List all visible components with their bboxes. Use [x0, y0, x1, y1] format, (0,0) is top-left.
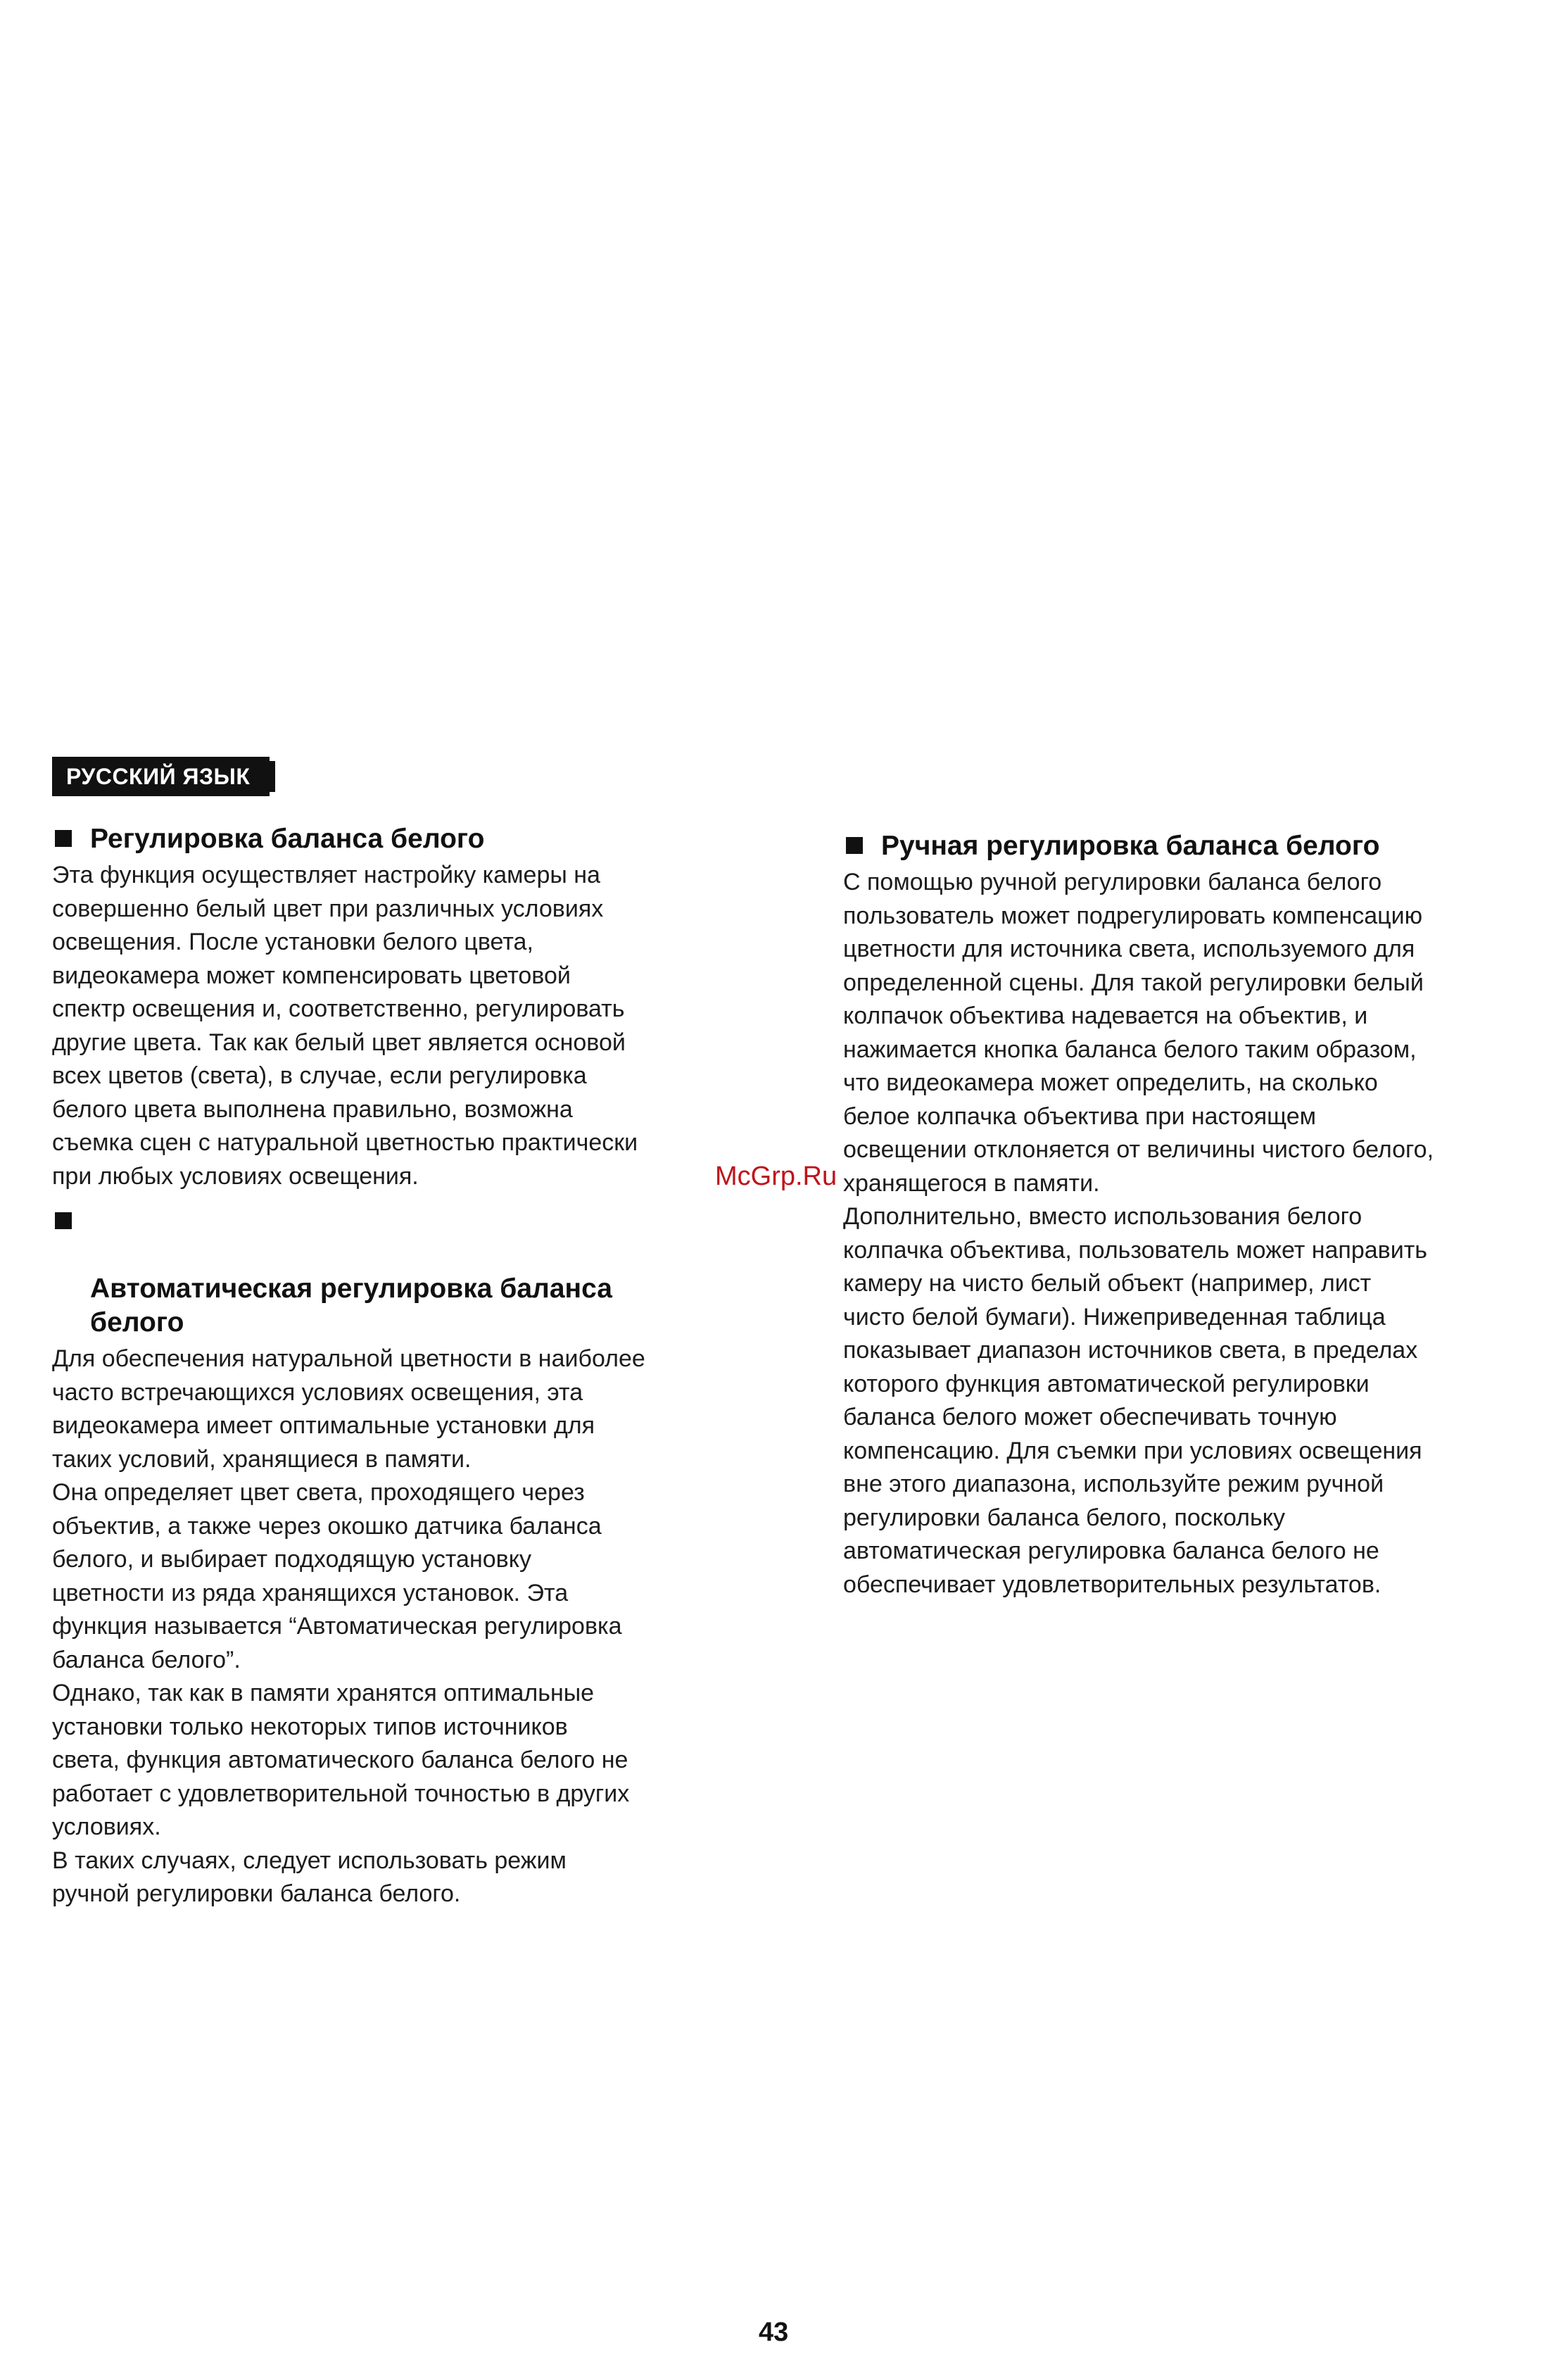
section-heading-auto-white-balance	[51, 1205, 740, 1340]
right-column	[842, 829, 1545, 1602]
heading-text: Автоматическая регулировка баланса белого	[90, 1273, 612, 1338]
square-bullet-icon	[846, 837, 863, 854]
watermark: McGrp.Ru	[715, 1162, 837, 1191]
left-column	[51, 822, 740, 1911]
square-bullet-icon	[55, 1212, 72, 1229]
square-bullet-icon	[55, 830, 72, 847]
section-body-auto-white-balance: Для обеспечения натуральной цветности в наиболее часто встречающихся условиях освещения, эта видеокамера имеет оптимальные установки для таких условий, хранящиеся в памяти. Она определяет цвет света, проходящего через объектив, а также через окошко датчика баланса белого, и выбирает подходящую установку цветности из ряда хранящихся установок. Эта функция называется “Автоматическая регулировка баланса белого”. Однако, так как в памяти хранятся оптимальные установки только некоторых типов источников света, функция автоматического баланса белого не работает с удовлетворительной точностью в других условиях. В таких случаях, следует использовать режим ручной регулировки баланса белого.	[52, 1345, 645, 1907]
page-number: 43	[759, 2317, 789, 2347]
section-body-white-balance: Эта функция осуществляет настройку камеры на совершенно белый цвет при различных условиях освещения. После установки белого цвета, видеокамера может компенсировать цветовой спектр освещения и, соответственно, регулировать другие цвета. Так как белый цвет является основой всех цветов (света), в случае, если регулировка белого цвета выполнена правильно, возможна съемка сцен с натуральной цветностью практически при любых условиях освещения.	[52, 862, 638, 1190]
language-tab: РУССКИЙ ЯЗЫК	[52, 757, 270, 796]
section-heading-white-balance	[51, 822, 740, 856]
heading-text: Регулировка баланса белого	[90, 824, 485, 854]
section-body-manual-white-balance: С помощью ручной регулировки баланса белого пользователь может подрегулировать компенсацию цветности для источника света, используемого для определенной сцены. Для такой регулировки белый колпачок объектива надевается на объектив, и нажимается кнопка баланса белого таким образом, что видеокамера может определить, на сколько белое колпачка объектива при настоящем освещении отклоняется от величины чистого белого, хранящегося в памяти. Дополнительно, вместо использования белого колпачка объектива, пользователь может направить камеру на чисто белый объект (например, лист чисто белой бумаги). Нижеприведенная таблица показывает диапазон источников света, в пределах которого функция автоматической регулировки баланса белого может обеспечивать точную компенсацию. Для съемки при условиях освещения вне этого диапазона, используйте режим ручной регулировки баланса белого, поскольку автоматическая регулировка баланса белого не обеспечивает удовлетворительных результатов.	[843, 869, 1434, 1598]
section-heading-manual-white-balance	[842, 829, 1545, 863]
heading-text: Ручная регулировка баланса белого	[881, 831, 1380, 861]
